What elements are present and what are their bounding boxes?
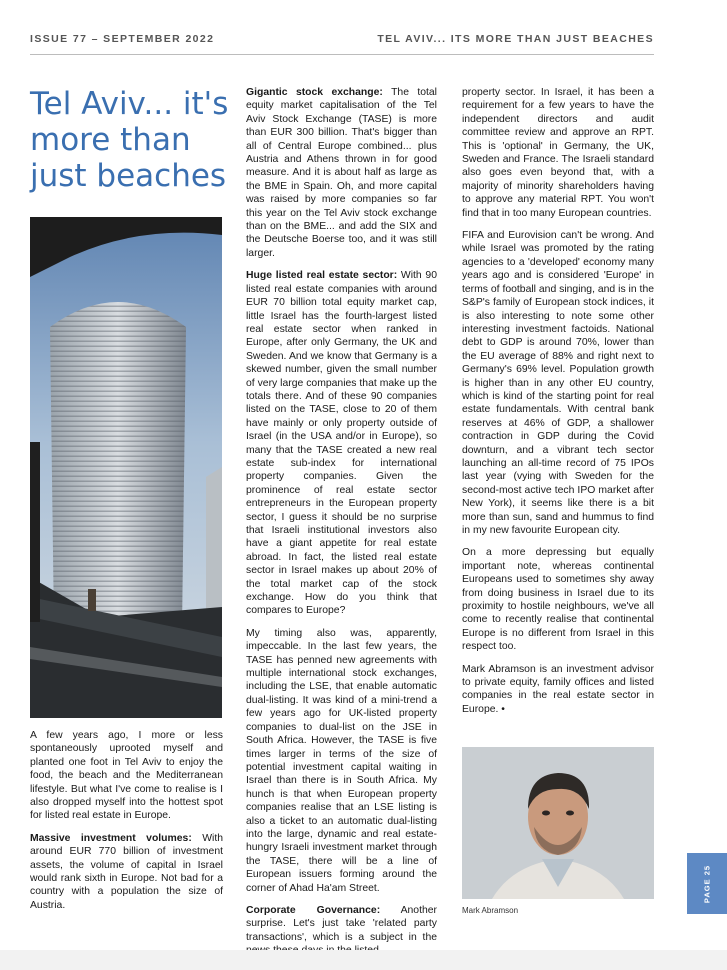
paragraph-text: With around EUR 770 billion of investment assets, the volume of capital in Israel would rank sixth in Europe. Not bad for a country with a population the size of Austria.	[30, 832, 223, 911]
bottom-margin	[0, 950, 727, 970]
page-number: PAGE 25	[702, 864, 712, 903]
paragraph-intro: A few years ago, I more or less spontaneously uprooted myself and planted one foot in Tel Aviv to enjoy the food, the beach and the Mediterranean lifestyle. But what I've come to realise is I also dropped myself into the hottest spot for listed real estate in Europe.	[30, 730, 223, 822]
header-divider	[30, 54, 654, 55]
tower-photo	[30, 217, 222, 718]
tower-photo-illustration	[30, 217, 222, 718]
subhead-governance: Corporate Governance:	[246, 904, 381, 916]
column-1	[30, 729, 223, 921]
subhead-real-estate-sector: Huge listed real estate sector:	[246, 270, 398, 282]
paragraph-text: The total equity market capitalisation of the Tel Aviv Stock Exchange (TASE) is more than EUR 300 billion. That's bigger than all of Central Europe combined... plus Austria and Athens thrown in for good measure. And it is about half as large as the BME in Spain. Oh, and more capital was raised by more companies so far this year on the Tel Aviv stock exchange than on the BME... and add the SIX and the Deutsche Boerse too, and it was still larger.	[246, 87, 437, 259]
paragraph-neighbours: On a more depressing but equally important note, whereas continental Europeans used to sometimes shy away from doing business in Israel due to its proximity to hostile neighbours, we've all come to recently realise that continental Europe is no different from Israel in this respect too.	[462, 547, 654, 653]
subhead-stock-exchange: Gigantic stock exchange:	[246, 87, 383, 98]
paragraph-investment-volumes	[30, 832, 223, 912]
paragraph-governance-cont: property sector. In Israel, it has been a requirement for a few years to have the independent directors and audit committee review and approve an RPT. This is 'optional' in Germany, the UK, Sweden and France. The Israeli standard also goes even beyond that, with a majority of minority shareholders having to approve any material RPT. You won't find that in too many European countries.	[462, 87, 654, 219]
paragraph-stock-exchange	[246, 86, 437, 260]
issue-label: ISSUE 77 – SEPTEMBER 2022	[30, 33, 215, 45]
subhead-investment-volumes: Massive investment volumes:	[30, 832, 192, 844]
paragraph-real-estate-sector	[246, 269, 437, 618]
author-bio: Mark Abramson is an investment advisor to private equity, family offices and listed companies in the real estate sector in Europe. •	[462, 663, 654, 715]
column-3	[462, 86, 654, 725]
author-portrait	[462, 747, 654, 899]
page-number-tab	[687, 853, 727, 914]
running-header	[30, 33, 654, 49]
paragraph-factoids: FIFA and Eurovision can't be wrong. And while Israel was promoted by the rating agencies to a 'developed' economy many years ago and is considered 'Europe' in terms of football and singing, and is in the S&P's family of European stock indices, it is also interesting to note some other interesting investment factoids. National debt to GDP is around 70%, lower than the EU average of 88% and right next to Germany's 69% level. Population growth is higher than in any other EU country, which is kind of the starting point for real estate fundamentals. With central bank reserves at 46% of GDP, a shallower contraction in GDP during the Covid downturn, and a vibrant tech sector launching an all-time record of 75 IPOs last year (vying with Sweden for the second-most active tech IPO market after New York), it seems like there is a bit more than sun, sand and hummus to find in my new favourite European city.	[462, 230, 654, 536]
paragraph-text: Another surprise. Let's just take 'related party transactions', which is a subject in the	[246, 904, 437, 943]
paragraph-text: With 90 listed real estate companies with around EUR 70 billion total equity market cap, little Israel has the fourth-largest listed real estate sector when ranked in Europe, after only Germany, the UK and Sweden. And we know that Germany is a skewed number, given the small number of very large companies that make up the totals there. And of these 90 companies listed on the TASE, close to 20 of them have mainly or only property outside of Israel (in the USA and/or in Europe), so many that the TASE created a new real estate sub-index for international property companies. Given the prominence of real estate sector entrepreneurs in the European property sector, I guess it should be no surprise that Israeli institutional investors also have a giant appetite for real estate abroad. In fact, the listed real estate sector in Israel makes up about 20% of the total market cap of the stock exchange. How do you think that compares to Europe?	[246, 270, 437, 617]
article-title: Tel Aviv... it's more than just beaches	[30, 86, 229, 194]
column-2	[246, 86, 437, 967]
section-label: TEL AVIV... ITS MORE THAN JUST BEACHES	[377, 33, 654, 45]
portrait-caption: Mark Abramson	[462, 906, 519, 915]
author-portrait-illustration	[462, 747, 654, 899]
paragraph-timing: My timing also was, apparently, impeccable. In the last few years, the TASE has penned new agreements with multiple international stock exchanges, including the LSE, that enable automatic dual-listing. It was kind of a mini-trend a few years ago for UK-listed property companies to dual-list on the JSE in South Africa. However, the TASE is five times larger in terms of the size of potential investment capital waiting in Israel than there is in South Africa. My hunch is that when European property companies realise that an LSE listing is also a ticket to an automatic dual-listing into the large, dynamic and real estate-hungry Israeli investment market through the TASE, there will be a line of European issuers forming around the corner of Ahad Ha'am Street.	[246, 627, 437, 894]
